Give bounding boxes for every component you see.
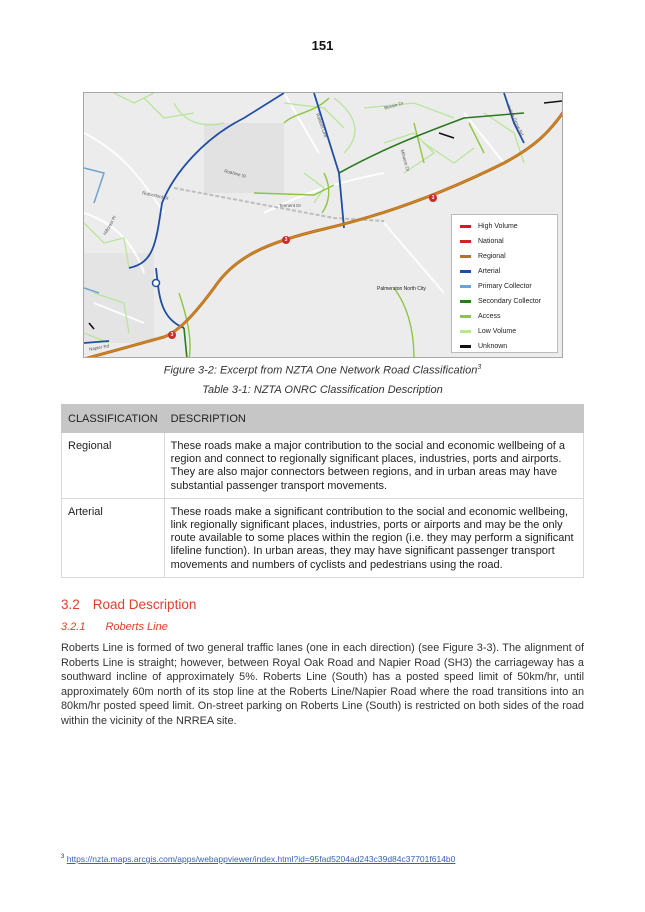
legend-label: Regional xyxy=(478,253,506,260)
street-label-9: Napier Rd xyxy=(88,343,110,352)
body-paragraph: Roberts Line is formed of two general traffic lanes (one in each direction) (see Figure 3-3). The alignment of Roberts Line is straight; however, between Royal Oak Road and Napier Road (SH3) the carriageway has a southward incline of approximately 5%. Roberts Line (South) has a posted speed limit of 50km/hr, until approximately 60m north of its stop line at the Roberts Line/Napier Road where the road transitions into an 80km/hr posted speed limit. On-street parking on Roberts Line (South) is restricted on both sides of the road within the vicinity of the NRREA site. xyxy=(61,642,584,727)
subsection-heading xyxy=(61,621,168,633)
state-highway-shield: 3 xyxy=(282,236,290,244)
legend-swatch xyxy=(460,255,471,258)
legend-label: Low Volume xyxy=(478,328,517,335)
legend-label: Arterial xyxy=(478,268,501,275)
table-row xyxy=(62,498,584,577)
legend-swatch xyxy=(460,300,471,303)
description-cell: These roads make a major contribution to the social and economic wellbeing of a region and connect to regionally significant places, industries, ports and airports. They are also major connectors between regions, and in urban areas may have substantial passenger transport movements. xyxy=(164,433,583,499)
section-number: 3.2 xyxy=(61,597,80,612)
street-label-6: Roberts Line xyxy=(315,112,329,139)
street-label-4: Tennent Dr xyxy=(279,203,302,208)
legend-swatch xyxy=(460,225,471,228)
figure-caption-text: Figure 3-2: Excerpt from NZTA One Network Road Classification xyxy=(163,364,478,377)
page-number: 151 xyxy=(311,38,334,53)
classification-cell: Regional xyxy=(62,433,165,499)
legend-item xyxy=(460,279,557,294)
legend-swatch xyxy=(460,240,471,243)
legend-item xyxy=(460,219,557,234)
legend-label: Access xyxy=(478,313,501,320)
street-label-5: Bessie Dr xyxy=(383,100,404,111)
legend-swatch xyxy=(460,315,471,318)
footnote xyxy=(61,854,455,864)
legend-item xyxy=(460,234,557,249)
street-label-8: Mihaere Dr xyxy=(399,149,411,172)
road-classification-map[interactable] xyxy=(83,92,563,358)
subsection-number: 3.2.1 xyxy=(61,621,86,633)
table-caption: Table 3-1: NZTA ONRC Classification Description xyxy=(202,384,443,396)
column-header-classification: CLASSIFICATION xyxy=(62,405,165,433)
footnote-link[interactable]: https://nzta.maps.arcgis.com/apps/webappviewer/index.html?id=95fad5204ad243c39d84c37701f614b0 xyxy=(66,854,456,864)
legend-item xyxy=(460,249,557,264)
legend-swatch xyxy=(460,345,471,348)
description-cell: These roads make a significant contribution to the social and economic wellbeing, link regionally significant places, industries, ports or airports and may be the only route available to some places within the region (i.e. they may perform a significant lifeline function). In urban areas, they may have significant passenger transport movements and numbers of cyclists and pedestrians using the road. xyxy=(164,498,583,577)
classification-cell: Arterial xyxy=(62,498,165,577)
legend-label: Secondary Collector xyxy=(478,298,542,305)
legend-item xyxy=(460,294,557,309)
figure-caption xyxy=(0,364,645,377)
column-header-description: DESCRIPTION xyxy=(164,405,583,433)
street-label-3: Ruahine St xyxy=(223,168,247,179)
legend-item xyxy=(460,324,557,339)
street-label-2: Hillcrest Pl xyxy=(102,215,118,236)
legend-label: High Volume xyxy=(478,223,518,230)
legend-label: Unknown xyxy=(478,343,508,350)
section-title: Road Description xyxy=(92,597,197,612)
legend-item xyxy=(460,264,557,279)
legend-label: National xyxy=(478,238,504,245)
legend-swatch xyxy=(460,285,471,288)
state-highway-shield: 3 xyxy=(168,331,176,339)
subsection-title: Roberts Line xyxy=(105,621,168,633)
table-row xyxy=(62,433,584,499)
section-heading xyxy=(61,597,196,612)
city-label: Palmerston North City xyxy=(377,286,426,292)
map-legend xyxy=(451,214,558,353)
legend-swatch xyxy=(460,270,471,273)
footnote-marker: 3 xyxy=(61,854,65,861)
table-header-row xyxy=(62,405,584,433)
footnote-ref[interactable]: 3 xyxy=(477,364,482,371)
legend-item xyxy=(460,339,557,354)
legend-label: Primary Collector xyxy=(478,283,532,290)
state-highway-shield: 3 xyxy=(429,194,437,202)
legend-swatch xyxy=(460,330,471,333)
street-label-1: Rutherford St xyxy=(141,190,169,201)
street-label-7: Kelvin Grove Rd xyxy=(506,104,525,137)
legend-item xyxy=(460,309,557,324)
onrc-classification-table xyxy=(61,404,584,578)
